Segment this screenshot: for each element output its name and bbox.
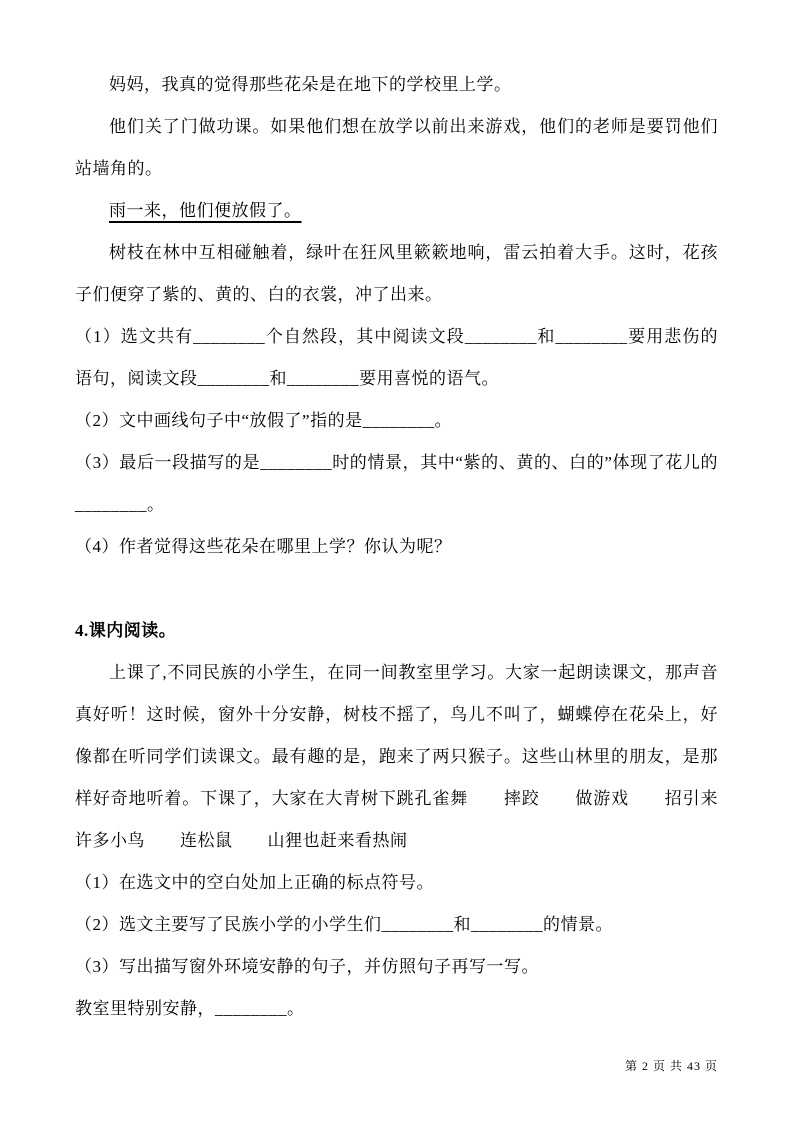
section2-question-3: （3）写出描写窗外环境安静的句子，并仿照句子再写一写。 [75, 957, 539, 976]
passage1-paragraph-3-underlined [75, 190, 718, 232]
section2-question-1: （1）在选文中的空白处加上正确的标点符号。 [75, 873, 434, 892]
underlined-sentence: 雨一来，他们便放假了。 [109, 201, 302, 220]
section2-answer-line: 教室里特别安静，________。 [75, 999, 305, 1018]
section2-question-2: （2）选文主要写了民族小学的小学生们________和________的情景。 [75, 915, 613, 934]
section2-heading: 4.课内阅读。 [75, 621, 177, 640]
passage1-paragraph-1: 妈妈，我真的觉得那些花朵是在地下的学校里上学。 [109, 75, 512, 94]
passage1-paragraph-4: 树枝在林中互相碰触着，绿叶在狂风里簌簌地响，雷云拍着大手。这时，花孩子们便穿了紫的、黄的、白的衣裳，冲了出来。 [75, 243, 718, 304]
section1-question-3: （3）最后一段描写的是________时的情景，其中“紫的、黄的、白的”体现了花儿的________。 [75, 453, 718, 514]
section1-question-2: （2）文中画线句子中“放假了”指的是________。 [75, 411, 453, 430]
section1-question-1: （1）选文共有________个自然段，其中阅读文段________和________要用悲伤的语句，阅读文段________和________要用喜悦的语气。 [75, 327, 718, 388]
passage1-paragraph-2: 他们关了门做功课。如果他们想在放学以前出来游戏，他们的老师是要罚他们站墙角的。 [75, 117, 718, 178]
page-number-footer: 第 2 页 共 43 页 [624, 1059, 718, 1073]
passage2-text: 上课了,不同民族的小学生，在同一间教室里学习。大家一起朗读课文，那声音真好听！这时候，窗外十分安静，树枝不摇了，鸟儿不叫了，蝴蝶停在花朵上，好像都在听同学们读课文。最有趣的是，跑来了两只猴子。这些山林里的朋友，是那样好奇地听着。下课了，大家在大青树下跳孔雀舞 摔跤 做游戏 招引来许多小鸟 连松鼠 山狸也赶来看热闹 [75, 663, 718, 850]
section-gap [75, 568, 718, 610]
section1-question-4: （4）作者觉得这些花朵在哪里上学？你认为呢？ [75, 537, 452, 556]
